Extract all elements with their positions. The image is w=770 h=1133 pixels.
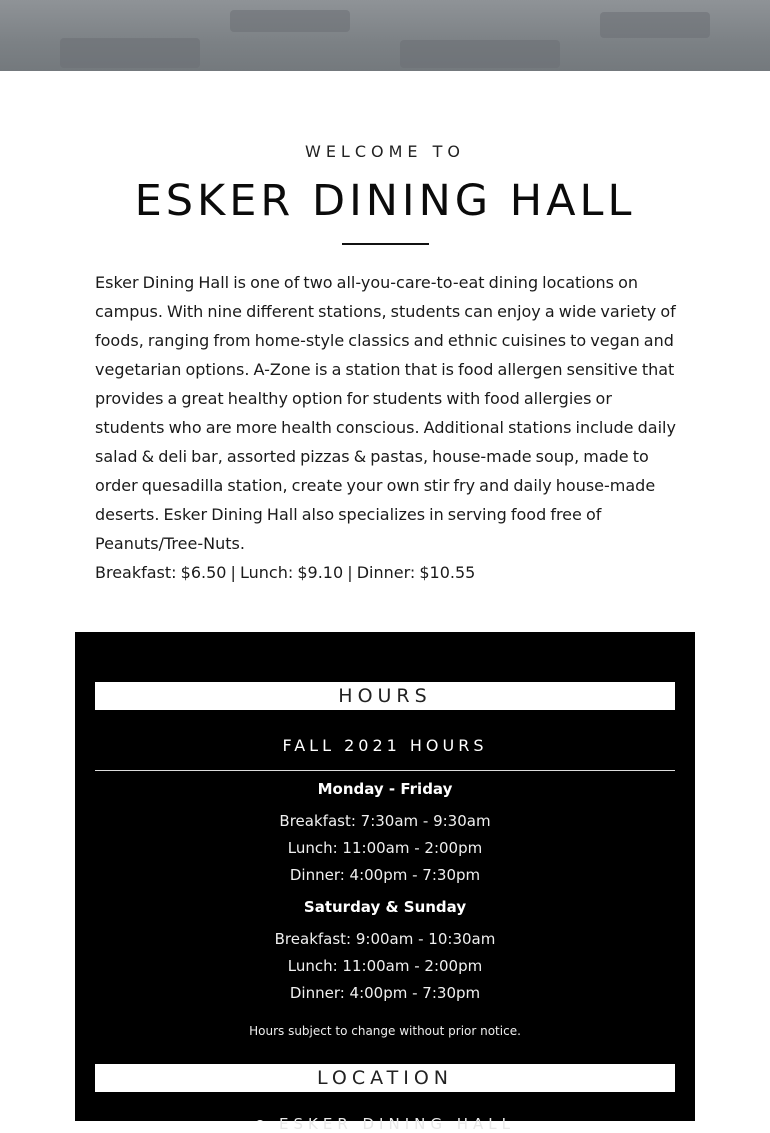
location-entry[interactable] [95, 1115, 675, 1133]
weekday-breakfast-hours: Breakfast: 7:30am - 9:30am [279, 812, 491, 830]
weekend-lunch-hours: Lunch: 11:00am - 2:00pm [287, 957, 483, 975]
map-pin-icon [255, 1120, 265, 1130]
weekday-lunch-hours: Lunch: 11:00am - 2:00pm [287, 839, 483, 857]
season-title: FALL 2021 HOURS [282, 736, 488, 755]
weekday-heading: Monday - Friday [317, 780, 453, 798]
season-divider [95, 770, 675, 771]
hours-notice: Hours subject to change without prior notice. [249, 1024, 521, 1038]
weekend-breakfast-hours: Breakfast: 9:00am - 10:30am [274, 930, 496, 948]
weekend-dinner-hours: Dinner: 4:00pm - 7:30pm [289, 984, 481, 1002]
welcome-label: WELCOME TO [305, 142, 465, 161]
title-divider [342, 243, 429, 245]
meal-prices: Breakfast: $6.50 | Lunch: $9.10 | Dinner: $10.55 [95, 563, 476, 582]
location-section-header[interactable]: LOCATION [95, 1064, 675, 1092]
weekend-heading: Saturday & Sunday [303, 898, 467, 916]
description-text: Esker Dining Hall is one of two all-you-care-to-eat dining locations on campus. With nine different stations, students can enjoy a wide variety of foods, ranging from home-style classics and ethnic cuisines to vegan and vegetarian options. A-Zone is a station that is food allergen sensitive that provides a great healthy option for students with food allergies or students who are more health conscious. Additional stations include daily salad & deli bar, assorted pizzas & pastas, house-made soup, made to order quesadilla station, create your own stir fry and daily house-made deserts. Esker Dining Hall also specializes in serving food free of Peanuts/Tree-Nuts. [95, 273, 676, 553]
hours-section-header[interactable]: HOURS [95, 682, 675, 710]
hero-banner-image [0, 0, 770, 71]
location-name: ESKER DINING HALL [279, 1115, 515, 1133]
weekday-dinner-hours: Dinner: 4:00pm - 7:30pm [289, 866, 481, 884]
info-panel [75, 632, 695, 1133]
page-title: ESKER DINING HALL [134, 176, 636, 226]
